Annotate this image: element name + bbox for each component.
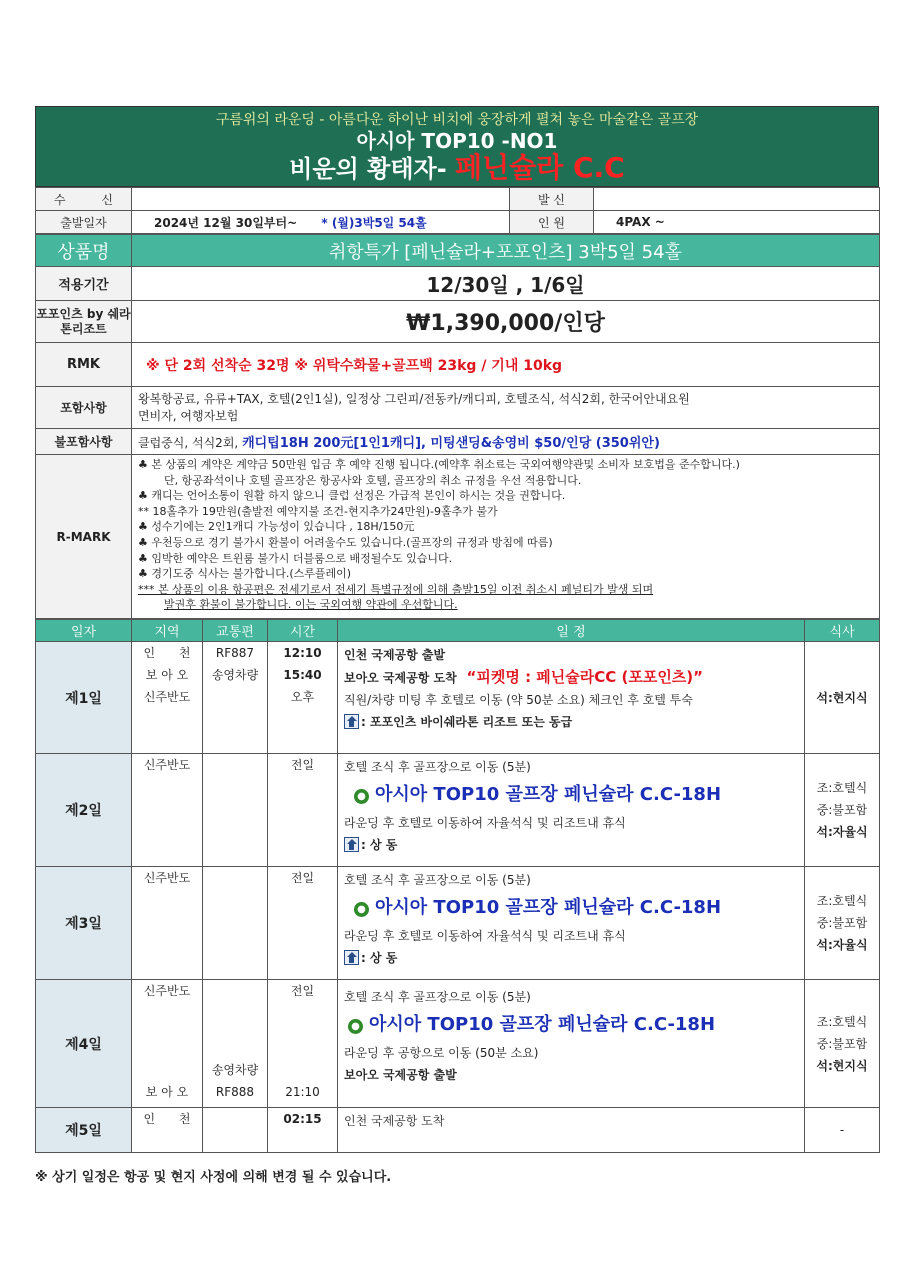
banner-top: 아시아 TOP10 -NO1 <box>356 129 558 153</box>
picket-name: “피켓명 : 페닌슐라CC (포포인츠)” <box>466 668 704 686</box>
day-region <box>132 754 203 867</box>
plan-line: 인천 국제공항 출발 <box>344 648 446 662</box>
time-item: 전일 <box>290 758 315 772</box>
header-table <box>35 187 880 234</box>
hotel-text: : 상 동 <box>361 951 398 965</box>
region-item: 신주반도 <box>143 871 191 885</box>
col-plan: 일 정 <box>338 620 805 642</box>
day-transport <box>203 754 268 867</box>
col-region: 지역 <box>132 620 203 642</box>
region-item: 인 천 <box>143 1112 201 1126</box>
banner-title <box>36 152 878 185</box>
time-item: 전일 <box>290 871 315 885</box>
col-transport: 교통편 <box>203 620 268 642</box>
remarks-label: R-MARK <box>36 455 132 619</box>
plan-line: 호텔 조식 후 골프장으로 이동 (5분) <box>344 760 531 774</box>
day-region <box>132 642 203 754</box>
day-time <box>268 642 338 754</box>
region-item: 신주반도 <box>143 984 191 998</box>
col-day: 일자 <box>36 620 132 642</box>
day-time <box>268 754 338 867</box>
day-plan <box>338 754 805 867</box>
time-item: 21:10 <box>285 1085 320 1099</box>
day-region <box>132 867 203 980</box>
meal-item: 석:현지식 <box>816 1058 868 1073</box>
day-transport <box>203 642 268 754</box>
transport-item: RF887 <box>215 646 255 660</box>
title-banner <box>35 106 879 187</box>
remark-line: ♣ 본 상품의 계약은 계약금 50만원 입금 후 예약 진행 됩니다.(예약후 취소료는 국외여행약관및 소비자 보호법을 준수합니다.) <box>138 458 740 471</box>
plan-line: 보아오 국제공항 출발 <box>344 1068 457 1082</box>
time-item: 12:10 <box>283 646 322 660</box>
region-item: 신주반도 <box>143 690 191 704</box>
to-value <box>132 188 510 211</box>
hotel-text: : 포포인츠 바이쉐라톤 리조트 또는 동급 <box>361 715 573 729</box>
remark-line: ♣ 임박한 예약은 트윈룸 불가시 더블룸으로 배정될수도 있습니다. <box>138 551 453 565</box>
day-plan <box>338 642 805 754</box>
day-meal <box>805 980 880 1108</box>
day-region <box>132 980 203 1108</box>
region-item: 신주반도 <box>143 758 191 772</box>
itinerary-document <box>35 106 879 1153</box>
day-transport <box>203 1108 268 1153</box>
excl-highlight: 캐디팁18H 200元[1인1캐디], 미팅샌딩&송영비 $50/인당 (350위안) <box>242 436 660 451</box>
banner-title-highlight: 페닌슐라 C.C <box>455 151 625 184</box>
plan-line: 보아오 국제공항 도착 <box>344 671 457 685</box>
rmk-label: RMK <box>36 343 132 387</box>
day-meal <box>805 754 880 867</box>
date-value <box>132 211 510 234</box>
incl-line-1: 왕복항공료, 유류+TAX, 호텔(2인1실), 일정상 그린피/전동카/캐디피, 호텔조식, 석식2회, 한국어안내요원 <box>138 391 690 406</box>
remark-line: ♣ 경기도중 식사는 불가합니다.(스루플레이) <box>138 567 352 581</box>
day-row <box>36 642 880 754</box>
col-meal: 식사 <box>805 620 880 642</box>
meal-item: 조:호텔식 <box>816 781 868 795</box>
day-transport <box>203 867 268 980</box>
plan-line: 인천 국제공항 도착 <box>344 1114 445 1128</box>
plan-line: 호텔 조식 후 골프장으로 이동 (5분) <box>344 873 531 887</box>
region-item: 보 아 오 <box>145 668 189 682</box>
time-item: 전일 <box>290 984 315 998</box>
day-label: 제3일 <box>36 867 132 980</box>
pax-value: 4PAX ~ <box>594 211 880 234</box>
region-item: 인 천 <box>143 646 201 660</box>
meal-item: 중:불포함 <box>816 916 868 930</box>
period-label: 적용기간 <box>36 267 132 301</box>
day-row <box>36 867 880 980</box>
meal-item: 중:불포함 <box>816 1036 868 1051</box>
day-row <box>36 754 880 867</box>
golf-course: 아시아 TOP10 골프장 페닌슐라 C.C-18H <box>369 1014 716 1035</box>
day-transport <box>203 980 268 1108</box>
day-meal <box>805 642 880 754</box>
day-label: 제4일 <box>36 980 132 1108</box>
day-meal <box>805 867 880 980</box>
transport-item: 송영차량 <box>211 1063 259 1077</box>
time-item: 오후 <box>290 690 315 704</box>
day-meal <box>805 1108 880 1153</box>
footer-note: ※ 상기 일정은 항공 및 현지 사정에 의해 변경 될 수 있습니다. <box>35 1170 392 1185</box>
remark-line: ♣ 성수기에는 2인1캐디 가능성이 있습니다 , 18H/150元 <box>138 520 415 534</box>
golf-ball-icon: ● <box>354 789 369 804</box>
banner-title-prefix: 비운의 황태자- <box>289 155 447 183</box>
time-item: 15:40 <box>283 668 322 682</box>
remark-line: *** 본 상품의 이용 항공편은 전세기로서 전세기 특별규정에 의해 출발15일 이전 취소시 페널티가 발생 되며 <box>138 582 654 596</box>
day-time <box>268 980 338 1108</box>
excl-plain: 클럽중식, 석식2회, <box>138 436 239 450</box>
date-extra: * (월)3박5일 54홀 <box>321 215 427 230</box>
meal-item: - <box>839 1123 845 1137</box>
date-text: 2024년 12월 30일부터~ <box>154 215 298 230</box>
transport-item: RF888 <box>215 1085 255 1099</box>
meal-item: 석:현지식 <box>816 690 868 705</box>
plan-line: 라운딩 후 호텔로 이동하여 자율석식 및 리조트내 휴식 <box>344 816 626 830</box>
pax-label: 인 원 <box>510 211 594 234</box>
golf-ball-icon: ● <box>354 902 369 917</box>
hotel-icon <box>344 714 359 729</box>
golf-course: 아시아 TOP10 골프장 페닌슐라 C.C-18H <box>375 784 722 805</box>
time-item: 02:15 <box>283 1112 322 1126</box>
excl-label: 불포함사항 <box>36 429 132 455</box>
day-region <box>132 1108 203 1153</box>
plan-line: 라운딩 후 호텔로 이동하여 자율석식 및 리조트내 휴식 <box>344 929 626 943</box>
day-plan <box>338 867 805 980</box>
excl-value <box>132 429 880 455</box>
incl-value <box>132 387 880 429</box>
day-label: 제5일 <box>36 1108 132 1153</box>
region-item: 보 아 오 <box>145 1085 189 1099</box>
day-plan <box>338 980 805 1108</box>
hotel-icon <box>344 837 359 852</box>
incl-label: 포함사항 <box>36 387 132 429</box>
golf-ball-icon: ● <box>348 1019 363 1034</box>
incl-line-2: 면비자, 여행자보험 <box>138 408 239 423</box>
meal-item: 조:호텔식 <box>816 894 868 908</box>
from-label: 발 신 <box>510 188 594 211</box>
remark-line: ** 18홀추가 19만원(출발전 예약지불 조건-현지추가24만원)-9홀추가 불가 <box>138 504 498 518</box>
product-label: 상품명 <box>36 235 132 267</box>
day-plan <box>338 1108 805 1153</box>
period-value: 12/30일 , 1/6일 <box>132 267 880 301</box>
day-row <box>36 980 880 1108</box>
date-label: 출발일자 <box>36 211 132 234</box>
product-title: 취항특가 [페닌슐라+포포인츠] 3박5일 54홀 <box>132 235 880 267</box>
day-time <box>268 1108 338 1153</box>
golf-course: 아시아 TOP10 골프장 페닌슐라 C.C-18H <box>375 897 722 918</box>
product-table <box>35 234 880 619</box>
hotel-text: : 상 동 <box>361 838 398 852</box>
day-row <box>36 1108 880 1153</box>
day-time <box>268 867 338 980</box>
meal-item: 석:자율식 <box>816 938 868 952</box>
col-time: 시간 <box>268 620 338 642</box>
hotel-icon <box>344 950 359 965</box>
meal-item: 중:불포함 <box>816 803 868 817</box>
transport-item: 송영차량 <box>211 668 259 682</box>
meal-item: 조:호텔식 <box>816 1014 868 1029</box>
remarks-list <box>132 455 880 619</box>
remark-line: 발권후 환불이 불가합니다. 이는 국외여행 약관에 우선합니다. <box>164 598 458 612</box>
schedule-table <box>35 619 880 1153</box>
day-label: 제2일 <box>36 754 132 867</box>
to-label: 수 신 <box>36 188 132 211</box>
plan-line: 라운딩 후 공항으로 이동 (50분 소요) <box>344 1046 539 1060</box>
price-value: ₩1,390,000/인당 <box>132 301 880 343</box>
banner-subtitle: 구름위의 라운딩 - 아름다운 하이난 비치에 웅장하게 펼쳐 놓은 마술같은 골프장 <box>215 112 699 128</box>
plan-line: 직원/차량 미팅 후 호텔로 이동 (약 50분 소요) 체크인 후 호텔 투숙 <box>344 693 693 707</box>
remark-line: ♣ 캐디는 언어소통이 원활 하지 않으니 클럽 선정은 가급적 본인이 하시는 것을 권합니다. <box>138 489 566 503</box>
meal-item: 석:자율식 <box>816 825 868 839</box>
remark-line: 단, 항공좌석이나 호텔 골프장은 항공사와 호텔, 골프장의 취소 규정을 우선 적용합니다. <box>164 473 582 487</box>
from-value <box>594 188 880 211</box>
price-label: 포포인츠 by 쉐라톤리조트 <box>36 301 132 343</box>
rmk-value: ※ 단 2회 선착순 32명 ※ 위탁수화물+골프백 23kg / 기내 10kg <box>132 343 880 387</box>
remark-line: ♣ 우천등으로 경기 불가시 환불이 어려울수도 있습니다.(골프장의 규정과 방침에 따름) <box>138 535 553 549</box>
plan-line: 호텔 조식 후 골프장으로 이동 (5분) <box>344 990 531 1004</box>
day-label: 제1일 <box>36 642 132 754</box>
